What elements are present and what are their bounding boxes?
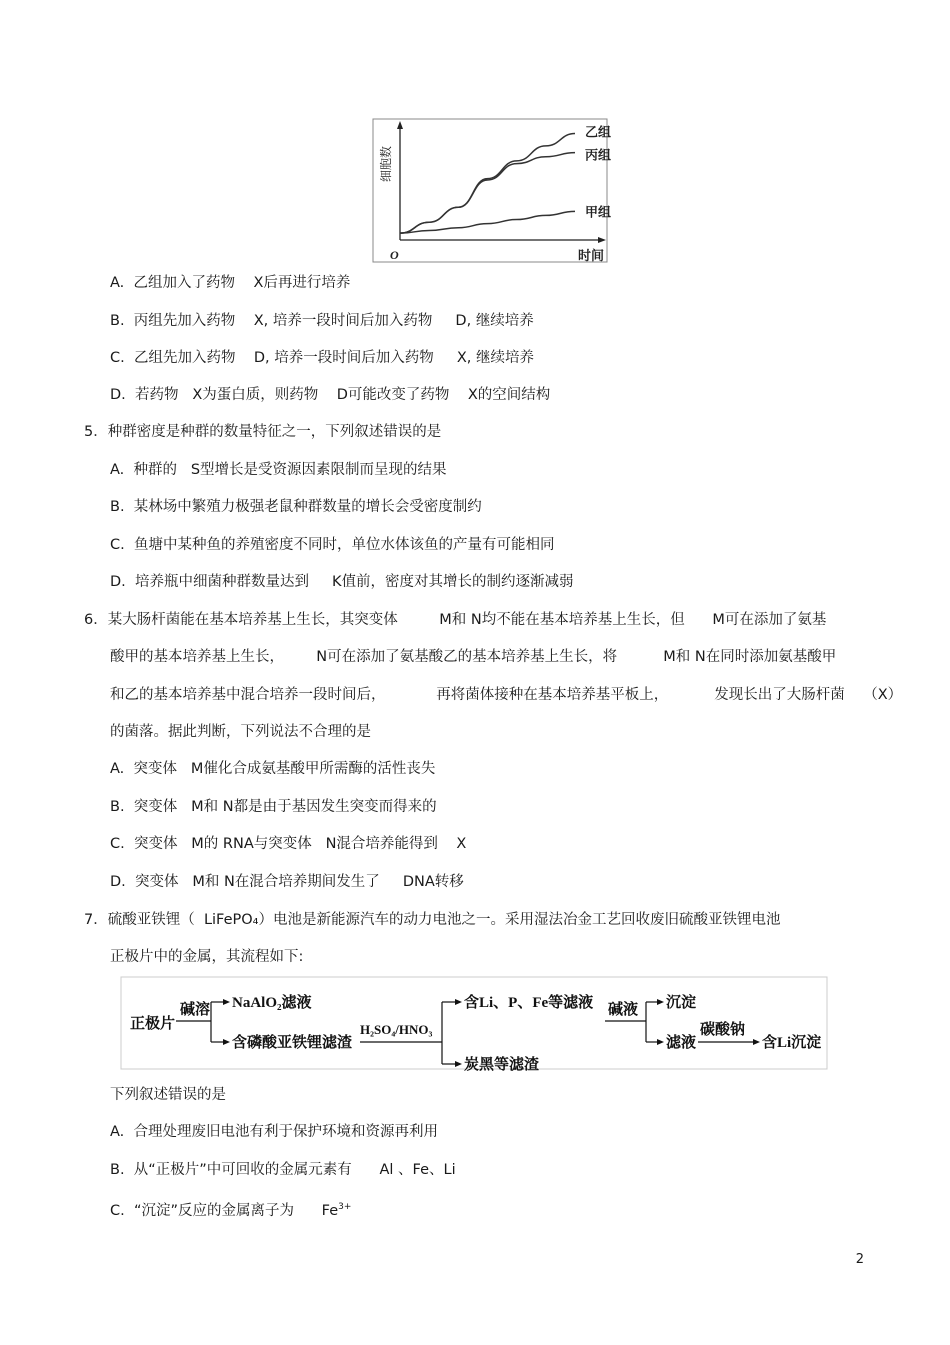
q6-stem-line-4: 的菌落。据此判断，下列说法不合理的是 [110, 724, 371, 740]
q4-option-a: A. 乙组加入了药物 X后再进行培养 [110, 275, 351, 291]
q5-option-d: D. 培养瓶中细菌种群数量达到 K值前，密度对其增长的制约逐渐减弱 [110, 574, 574, 590]
x-axis-label: 时间 [578, 248, 605, 263]
q6-stem-line-2: 酸甲的基本培养基上生长， N可在添加了氨基酸乙的基本培养基上生长，将 M和 N在同时添加氨基酸甲 [110, 649, 837, 665]
q7-stem-line-2: 正极片中的金属，其流程如下: [110, 949, 304, 965]
q4-option-c: C. 乙组先加入药物 D, 培养一段时间后加入药物 X, 继续培养 [110, 350, 534, 366]
q7-option-a: A. 合理处理废旧电池有利于保护环境和资源再利用 [110, 1124, 438, 1140]
q7-after-text: 下列叙述错误的是 [110, 1087, 226, 1103]
y-axis-arrow [397, 121, 403, 129]
flow-arrow [455, 999, 462, 1005]
q6-option-a: A. 突变体 M催化合成氨基酸甲所需酶的活性丧失 [110, 761, 436, 777]
flow-arrow [223, 999, 230, 1005]
q5-option-b: B. 某林场中繁殖力极强老鼠种群数量的增长会受密度制约 [110, 499, 482, 515]
q7-option-b: B. 从“正极片”中可回收的金属元素有 Al 、Fe、Li [110, 1162, 456, 1178]
q6-option-c: C. 突变体 M的 RNA与突变体 N混合培养能得到 X [110, 836, 467, 852]
flow-arrow [753, 1039, 760, 1045]
recycling-flow-diagram [120, 976, 830, 1072]
series-line-0 [400, 134, 575, 234]
series-label-1: 丙组 [585, 147, 612, 163]
edge-tansuanna: 碳酸钠 [700, 1022, 746, 1038]
edge-acid: H₂SO₄/HNO₃ [360, 1022, 433, 1037]
node-naalo2-lvye: NaAlO₂滤液 [232, 995, 312, 1011]
edge-jianye: 碱液 [608, 1002, 639, 1018]
flow-arrow [657, 1039, 664, 1045]
node-hanli-chendian: 含Li沉淀 [762, 1035, 822, 1051]
q6-stem-line-3: 和乙的基本培养基中混合培养一段时间后， 再将菌体接种在基本培养基平板上， 发现长出了大肠杆菌 （X） [110, 687, 903, 703]
q5-stem: 5．种群密度是种群的数量特征之一，下列叙述错误的是 [84, 424, 442, 440]
node-tanhei-lvzha: 炭黑等滤渣 [464, 1057, 540, 1072]
edge-jianrong: 碱溶 [180, 1002, 211, 1018]
series-label-2: 甲组 [585, 204, 612, 220]
q4-option-b: B. 丙组先加入药物 X, 培养一段时间后加入药物 D, 继续培养 [110, 313, 534, 329]
q7-option-c: C. “沉淀”反应的金属离子为 $Fe^{3+}$ [110, 1202, 352, 1219]
series-label-0: 乙组 [585, 124, 612, 140]
q5-option-a: A. 种群的 S型增长是受资源因素限制而呈现的结果 [110, 462, 447, 478]
y-axis-label: 细胞数 [379, 145, 393, 183]
flow-arrow [657, 999, 664, 1005]
page-number: 2 [855, 1252, 864, 1267]
series-line-1 [400, 153, 575, 234]
node-zhengjipian: 正极片 [130, 1016, 176, 1032]
q6-option-d: D. 突变体 M和 N在混合培养期间发生了 DNA转移 [110, 874, 464, 890]
node-hanli-lvye: 含Li、P、Fe等滤液 [464, 995, 594, 1011]
node-lvye: 滤液 [666, 1035, 697, 1051]
q6-option-b: B. 突变体 M和 N都是由于基因发生突变而得来的 [110, 799, 437, 815]
cell-count-chart [360, 116, 620, 266]
q5-option-c: C. 鱼塘中某种鱼的养殖密度不同时，单位水体该鱼的产量有可能相同 [110, 537, 555, 553]
q7-stem-line-1: 7．硫酸亚铁锂（ LiFePO₄）电池是新能源汽车的动力电池之一。采用湿法冶金工艺回收废旧硫酸亚铁锂电池 [84, 912, 781, 928]
node-chendian: 沉淀 [666, 995, 697, 1011]
origin-label: O [390, 248, 399, 262]
node-linsuan-lvzha: 含磷酸亚铁锂滤渣 [232, 1035, 353, 1051]
q4-option-d: D. 若药物 X为蛋白质，则药物 D可能改变了药物 X的空间结构 [110, 387, 551, 403]
flow-arrow [455, 1061, 462, 1067]
x-axis-arrow [598, 237, 606, 243]
q6-stem-line-1: 6．某大肠杆菌能在基本培养基上生长，其突变体 M和 N均不能在基本培养基上生长，但 M可在添加了氨基 [84, 612, 827, 628]
flow-arrow [223, 1039, 230, 1045]
